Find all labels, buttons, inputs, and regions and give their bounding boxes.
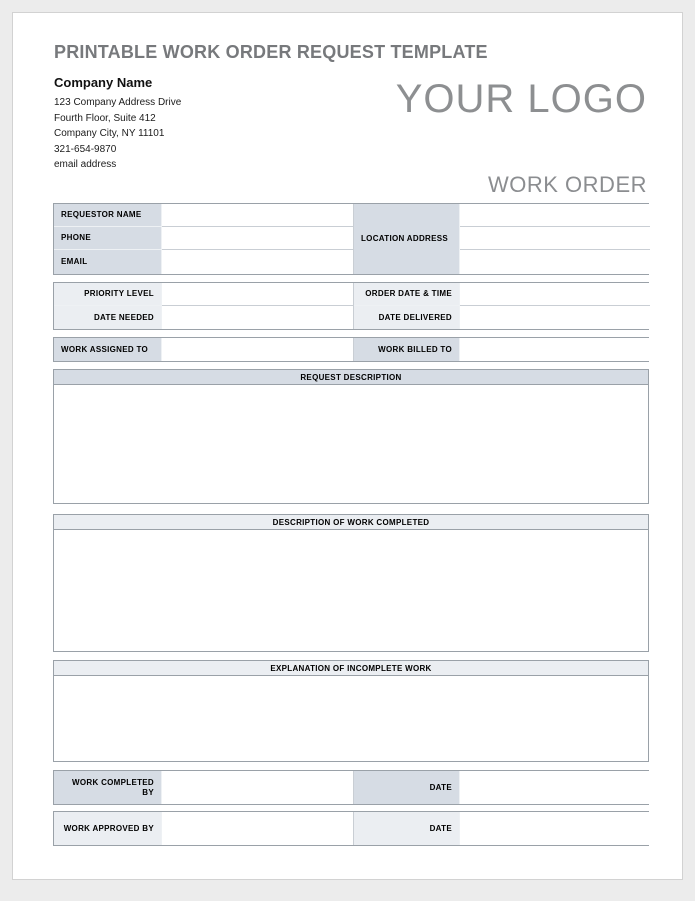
request-description-field[interactable] xyxy=(53,384,649,504)
request-description-header: REQUEST DESCRIPTION xyxy=(53,369,649,384)
location-address-field-2[interactable] xyxy=(460,227,650,250)
date-needed-field[interactable] xyxy=(162,306,354,329)
request-description-section xyxy=(53,369,649,504)
form-title: WORK ORDER xyxy=(488,172,647,197)
company-address-line: 123 Company Address Drive xyxy=(54,97,182,108)
work-completed-by-field[interactable] xyxy=(162,771,354,804)
company-email: email address xyxy=(54,159,117,170)
work-billed-to-field[interactable] xyxy=(460,338,650,361)
company-phone: 321-654-9870 xyxy=(54,143,117,155)
work-billed-to-label: WORK BILLED TO xyxy=(354,338,460,361)
work-completed-section xyxy=(53,514,649,652)
approved-date-field[interactable] xyxy=(460,812,650,845)
document-page xyxy=(12,12,683,880)
schedule-table xyxy=(53,282,649,330)
requestor-name-label: REQUESTOR NAME xyxy=(54,204,162,227)
work-assigned-to-field[interactable] xyxy=(162,338,354,361)
requestor-table xyxy=(53,203,649,275)
work-approved-by-row xyxy=(53,811,649,846)
work-completed-by-row xyxy=(53,770,649,805)
priority-level-field[interactable] xyxy=(162,283,354,306)
logo-placeholder: YOUR LOGO xyxy=(395,77,647,121)
work-completed-header: DESCRIPTION OF WORK COMPLETED xyxy=(53,514,649,529)
work-approved-by-field[interactable] xyxy=(162,812,354,845)
location-address-field-3[interactable] xyxy=(460,250,650,274)
work-assigned-to-label: WORK ASSIGNED TO xyxy=(54,338,162,361)
location-address-field-1[interactable] xyxy=(460,204,650,227)
completed-date-label: DATE xyxy=(354,771,460,804)
incomplete-work-field[interactable] xyxy=(53,675,649,762)
company-address-line: Fourth Floor, Suite 412 xyxy=(54,112,156,124)
email-label: EMAIL xyxy=(54,250,162,274)
location-address-label: LOCATION ADDRESS xyxy=(354,204,460,274)
phone-label: PHONE xyxy=(54,227,162,250)
incomplete-work-header: EXPLANATION OF INCOMPLETE WORK xyxy=(53,660,649,675)
completed-date-field[interactable] xyxy=(460,771,650,804)
priority-level-label: PRIORITY LEVEL xyxy=(54,283,162,306)
order-date-time-field[interactable] xyxy=(460,283,650,306)
work-order-form xyxy=(53,203,649,846)
order-date-time-label: ORDER DATE & TIME xyxy=(354,283,460,306)
email-field[interactable] xyxy=(162,250,354,274)
date-delivered-label: DATE DELIVERED xyxy=(354,306,460,329)
date-needed-label: DATE NEEDED xyxy=(54,306,162,329)
assignment-table xyxy=(53,337,649,362)
incomplete-work-section xyxy=(53,660,649,762)
approved-date-label: DATE xyxy=(354,812,460,845)
date-delivered-field[interactable] xyxy=(460,306,650,329)
work-approved-by-label: WORK APPROVED BY xyxy=(54,812,162,845)
document-title: PRINTABLE WORK ORDER REQUEST TEMPLATE xyxy=(54,42,488,62)
phone-field[interactable] xyxy=(162,227,354,250)
company-address-line: Company City, NY 11101 xyxy=(54,128,165,139)
work-completed-field[interactable] xyxy=(53,529,649,652)
requestor-name-field[interactable] xyxy=(162,204,354,227)
company-info-block xyxy=(54,75,181,173)
company-name: Company Name xyxy=(54,75,153,90)
work-completed-by-label: WORK COMPLETED BY xyxy=(54,771,162,804)
